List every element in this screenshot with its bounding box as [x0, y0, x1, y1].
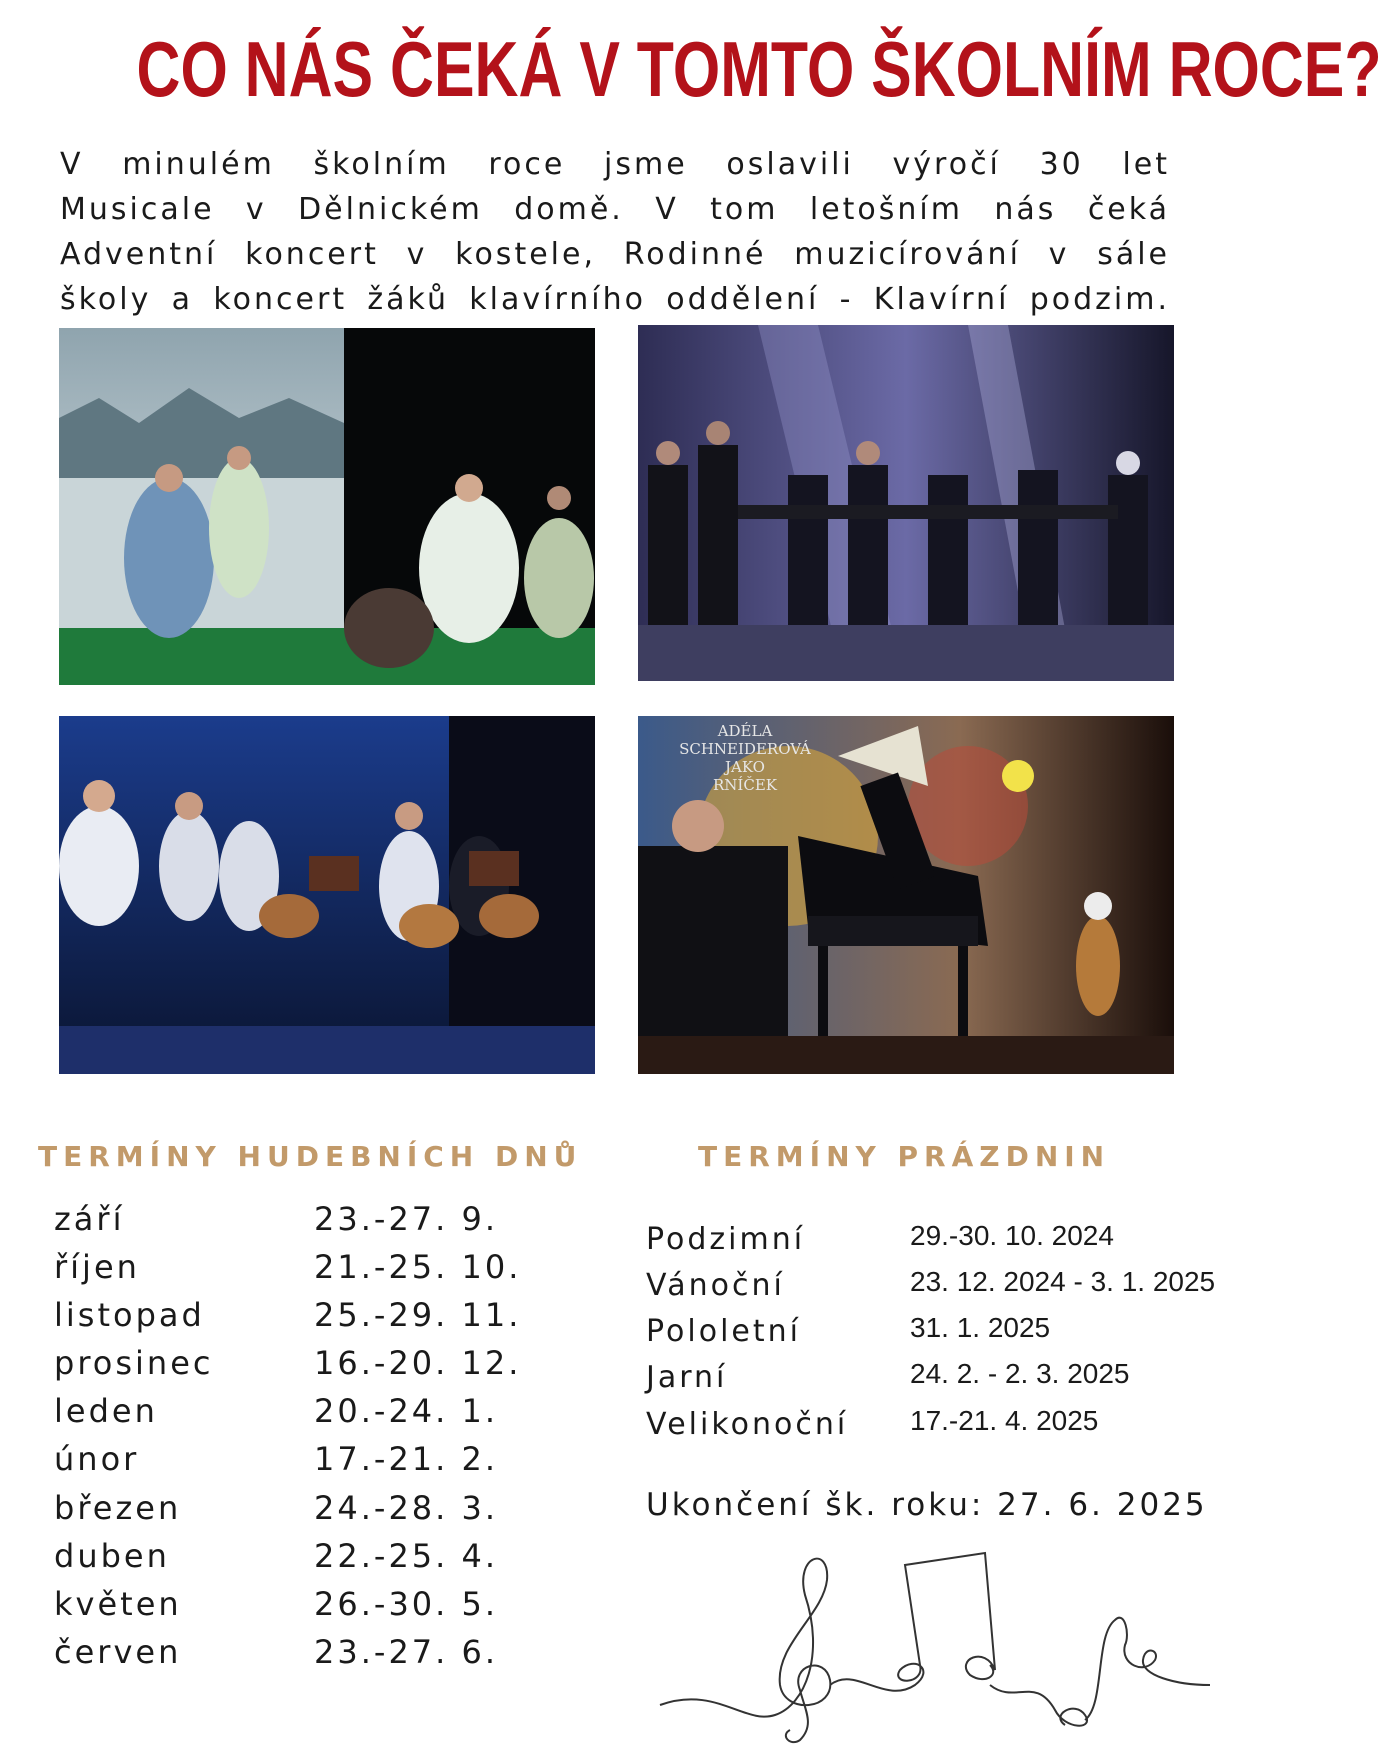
date-range: 16.-20. 12. — [314, 1344, 522, 1382]
month-label: září — [54, 1200, 125, 1238]
holiday-dates: 24. 2. - 2. 3. 2025 — [910, 1358, 1130, 1389]
photo-overlay-text — [650, 722, 840, 794]
holidays-heading: TERMÍNY PRÁZDNIN — [698, 1140, 1111, 1173]
month-label: duben — [54, 1537, 170, 1575]
month-label: únor — [54, 1440, 140, 1478]
overlay-line: RNÍČEK — [713, 776, 777, 794]
month-label: říjen — [54, 1248, 140, 1286]
overlay-line: ADÉLA SCHNEIDEROVÁ — [679, 722, 811, 758]
holiday-dates: 31. 1. 2025 — [910, 1312, 1051, 1343]
holiday-name: Podzimní — [646, 1222, 806, 1257]
date-range: 20.-24. 1. — [314, 1392, 499, 1430]
month-label: květen — [54, 1585, 182, 1623]
holiday-name: Pololetní — [646, 1314, 801, 1349]
date-range: 26.-30. 5. — [314, 1585, 499, 1623]
holiday-name: Vánoční — [646, 1268, 785, 1303]
date-range: 22.-25. 4. — [314, 1537, 499, 1575]
holiday-dates: 29.-30. 10. 2024 — [910, 1220, 1114, 1251]
photo-theatre-play — [59, 328, 595, 685]
date-range: 17.-21. 2. — [314, 1440, 499, 1478]
intro-line: Musicale v Dělnickém domě. V tom letošním nás čeká — [60, 192, 1170, 227]
date-range: 24.-28. 3. — [314, 1489, 499, 1527]
date-range: 25.-29. 11. — [314, 1296, 522, 1334]
intro-line: Adventní koncert v kostele, Rodinné muzicírování v sále — [60, 237, 1170, 272]
music-days-heading: TERMÍNY HUDEBNÍCH DNŮ — [38, 1140, 583, 1173]
intro-line: V minulém školním roce jsme oslavili výročí 30 let — [60, 147, 1170, 182]
holiday-dates: 17.-21. 4. 2025 — [910, 1405, 1099, 1436]
school-year-end: Ukončení šk. roku: 27. 6. 2025 — [646, 1487, 1208, 1523]
page-title: CO NÁS ČEKÁ V TOMTO ŠKOLNÍM ROCE? — [136, 25, 1382, 113]
date-range: 23.-27. 9. — [314, 1200, 499, 1238]
date-range: 21.-25. 10. — [314, 1248, 522, 1286]
music-notes-doodle — [655, 1535, 1215, 1745]
intro-paragraph — [60, 142, 1170, 322]
photo-piano-performance — [638, 716, 1174, 1074]
holiday-dates: 23. 12. 2024 - 3. 1. 2025 — [910, 1266, 1216, 1297]
month-label: prosinec — [54, 1344, 214, 1382]
photo-guitar-ensemble — [59, 716, 595, 1074]
holiday-name: Velikonoční — [646, 1407, 849, 1442]
holiday-name: Jarní — [646, 1360, 728, 1395]
month-label: listopad — [54, 1296, 205, 1334]
date-range: 23.-27. 6. — [314, 1633, 499, 1671]
month-label: červen — [54, 1633, 182, 1671]
overlay-line: JAKO — [725, 758, 765, 776]
intro-line: školy a koncert žáků klavírního oddělení - Klavírní podzim. — [60, 282, 1170, 317]
photo-big-band — [638, 325, 1174, 681]
month-label: březen — [54, 1489, 182, 1527]
month-label: leden — [54, 1392, 158, 1430]
